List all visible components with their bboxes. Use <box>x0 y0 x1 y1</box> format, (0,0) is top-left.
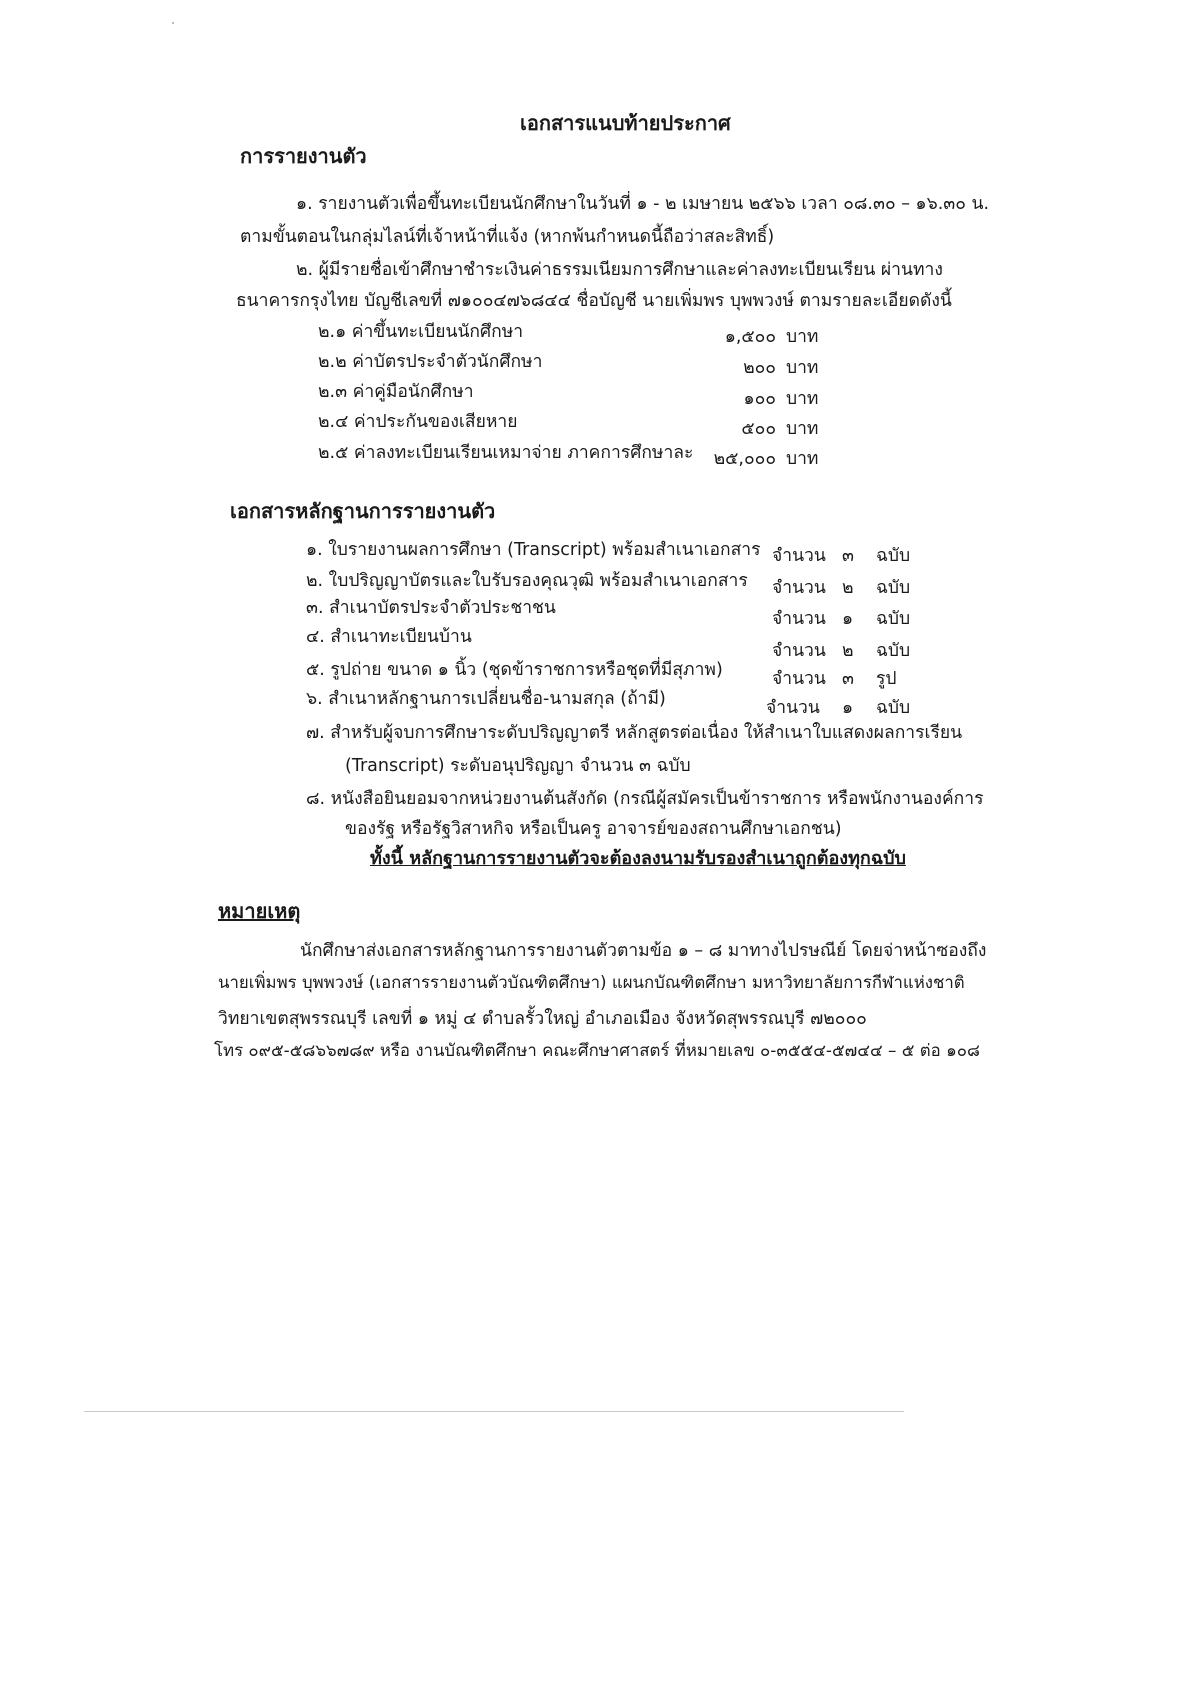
evidence-unit: ฉบับ <box>876 641 911 661</box>
fee-label: ๒.๑ ค่าขึ้นทะเบียนนักศึกษา <box>318 322 524 342</box>
section-heading-evidence: เอกสารหลักฐานการรายงานตัว <box>230 499 496 523</box>
evidence-qty-label: จำนวน <box>772 669 826 689</box>
fee-amount: ๑,๕๐๐ <box>724 327 776 347</box>
evidence-item: ๕. รูปถ่าย ขนาด ๑ นิ้ว (ชุดข้าราชการหรือชุดที่มีสุภาพ) <box>306 660 723 680</box>
evidence-item: ๓. สำเนาบัตรประจำตัวประชาชน <box>306 598 556 618</box>
fee-label: ๒.๕ ค่าลงทะเบียนเรียนเหมาจ่าย ภาคการศึกษาละ <box>318 443 694 463</box>
fee-label: ๒.๒ ค่าบัตรประจำตัวนักศึกษา <box>318 352 543 372</box>
remark-line-4: โทร ๐๙๕-๕๘๖๖๗๘๙ หรือ งานบัณฑิตศึกษา คณะศึกษาศาสตร์ ที่หมายเลข ๐-๓๕๕๔-๕๗๔๔ – ๕ ต่อ ๑๐๘ <box>214 1040 980 1060</box>
scan-speck <box>172 22 174 24</box>
evidence-qty: ๒ <box>842 578 854 598</box>
fee-unit: บาท <box>786 419 819 439</box>
evidence-qty-label: จำนวน <box>766 698 820 718</box>
evidence-unit: ฉบับ <box>876 578 911 598</box>
evidence-qty-label: จำนวน <box>772 641 826 661</box>
remark-line-2: นายเพิ่มพร บุพพวงษ์ (เอกสารรายงานตัวบัณฑิตศึกษา) แผนกบัณฑิตศึกษา มหาวิทยาลัยการกีฬาแห่งชาติ <box>218 972 965 992</box>
remark-line-1: นักศึกษาส่งเอกสารหลักฐานการรายงานตัวตามข้อ ๑ – ๘ มาทางไปรษณีย์ โดยจ่าหน้าซองถึง <box>300 941 987 961</box>
evidence-qty: ๑ <box>842 609 854 629</box>
evidence-qty-label: จำนวน <box>772 546 826 566</box>
certify-note: ทั้งนี้ หลักฐานการรายงานตัวจะต้องลงนามรับรองสำเนาถูกต้องทุกฉบับ <box>370 848 906 869</box>
evidence-item-7-line-1: ๗. สำหรับผู้จบการศึกษาระดับปริญญาตรี หลักสูตรต่อเนื่อง ให้สำเนาใบแสดงผลการเรียน <box>306 723 963 743</box>
evidence-item-8-line-2: ของรัฐ หรือรัฐวิสาหกิจ หรือเป็นครู อาจารย์ของสถานศึกษาเอกชน) <box>345 819 842 839</box>
evidence-qty: ๓ <box>842 669 854 689</box>
evidence-item: ๑. ใบรายงานผลการศึกษา (Transcript) พร้อมสำเนาเอกสาร <box>306 540 761 560</box>
evidence-item: ๔. สำเนาทะเบียนบ้าน <box>306 627 472 647</box>
paragraph-2-line-2: ธนาคารกรุงไทย บัญชีเลขที่ ๗๑๐๐๔๗๖๘๔๔ ชื่อบัญชี นายเพิ่มพร บุพพวงษ์ ตามรายละเอียดดังนี้ <box>236 291 952 311</box>
evidence-unit: ฉบับ <box>876 698 911 718</box>
fee-label: ๒.๓ ค่าคู่มือนักศึกษา <box>318 382 474 402</box>
paragraph-1-line-1: ๑. รายงานตัวเพื่อขึ้นทะเบียนนักศึกษาในวันที่ ๑ - ๒ เมษายน ๒๕๖๖ เวลา ๐๘.๓๐ – ๑๖.๓๐ น. <box>296 194 990 214</box>
evidence-unit: ฉบับ <box>876 546 911 566</box>
fee-unit: บาท <box>786 327 819 347</box>
evidence-item: ๒. ใบปริญญาบัตรและใบรับรองคุณวุฒิ พร้อมสำเนาเอกสาร <box>306 571 748 591</box>
evidence-qty: ๓ <box>842 546 854 566</box>
paragraph-1-line-2: ตามขั้นตอนในกลุ่มไลน์ที่เจ้าหน้าที่แจ้ง (หากพ้นกำหนดนี้ถือว่าสละสิทธิ์) <box>240 227 775 247</box>
evidence-item-8-line-1: ๘. หนังสือยินยอมจากหน่วยงานต้นสังกัด (กรณีผู้สมัครเป็นข้าราชการ หรือพนักงานองค์การ <box>306 789 984 809</box>
fee-amount: ๑๐๐ <box>743 389 776 409</box>
fee-amount: ๒๐๐ <box>743 358 776 378</box>
evidence-qty: ๒ <box>842 641 854 661</box>
evidence-item-7-line-2: (Transcript) ระดับอนุปริญญา จำนวน ๓ ฉบับ <box>345 756 691 776</box>
evidence-unit: ฉบับ <box>876 609 911 629</box>
evidence-unit: รูป <box>876 669 897 689</box>
fee-unit: บาท <box>786 358 819 378</box>
paragraph-2-line-1: ๒. ผู้มีรายชื่อเข้าศึกษาชำระเงินค่าธรรมเนียมการศึกษาและค่าลงทะเบียนเรียน ผ่านทาง <box>296 260 943 280</box>
fee-label: ๒.๔ ค่าประกันของเสียหาย <box>318 412 518 432</box>
remark-line-3: วิทยาเขตสุพรรณบุรี เลขที่ ๑ หมู่ ๔ ตำบลรั้วใหญ่ อำเภอเมือง จังหวัดสุพรรณบุรี ๗๒๐๐๐ <box>218 1009 867 1029</box>
document-title: เอกสารแนบท้ายประกาศ <box>520 111 731 135</box>
fee-amount: ๕๐๐ <box>741 419 776 439</box>
section-heading-report: การรายงานตัว <box>240 144 367 168</box>
evidence-qty-label: จำนวน <box>772 578 826 598</box>
evidence-item: ๖. สำเนาหลักฐานการเปลี่ยนชื่อ-นามสกุล (ถ้ามี) <box>306 689 666 709</box>
fee-unit: บาท <box>786 449 819 469</box>
fee-unit: บาท <box>786 389 819 409</box>
evidence-qty-label: จำนวน <box>772 609 826 629</box>
remark-heading: หมายเหตุ <box>218 899 301 923</box>
fee-amount: ๒๕,๐๐๐ <box>713 449 776 469</box>
evidence-qty: ๑ <box>842 698 854 718</box>
scan-edge-line <box>84 1411 904 1412</box>
